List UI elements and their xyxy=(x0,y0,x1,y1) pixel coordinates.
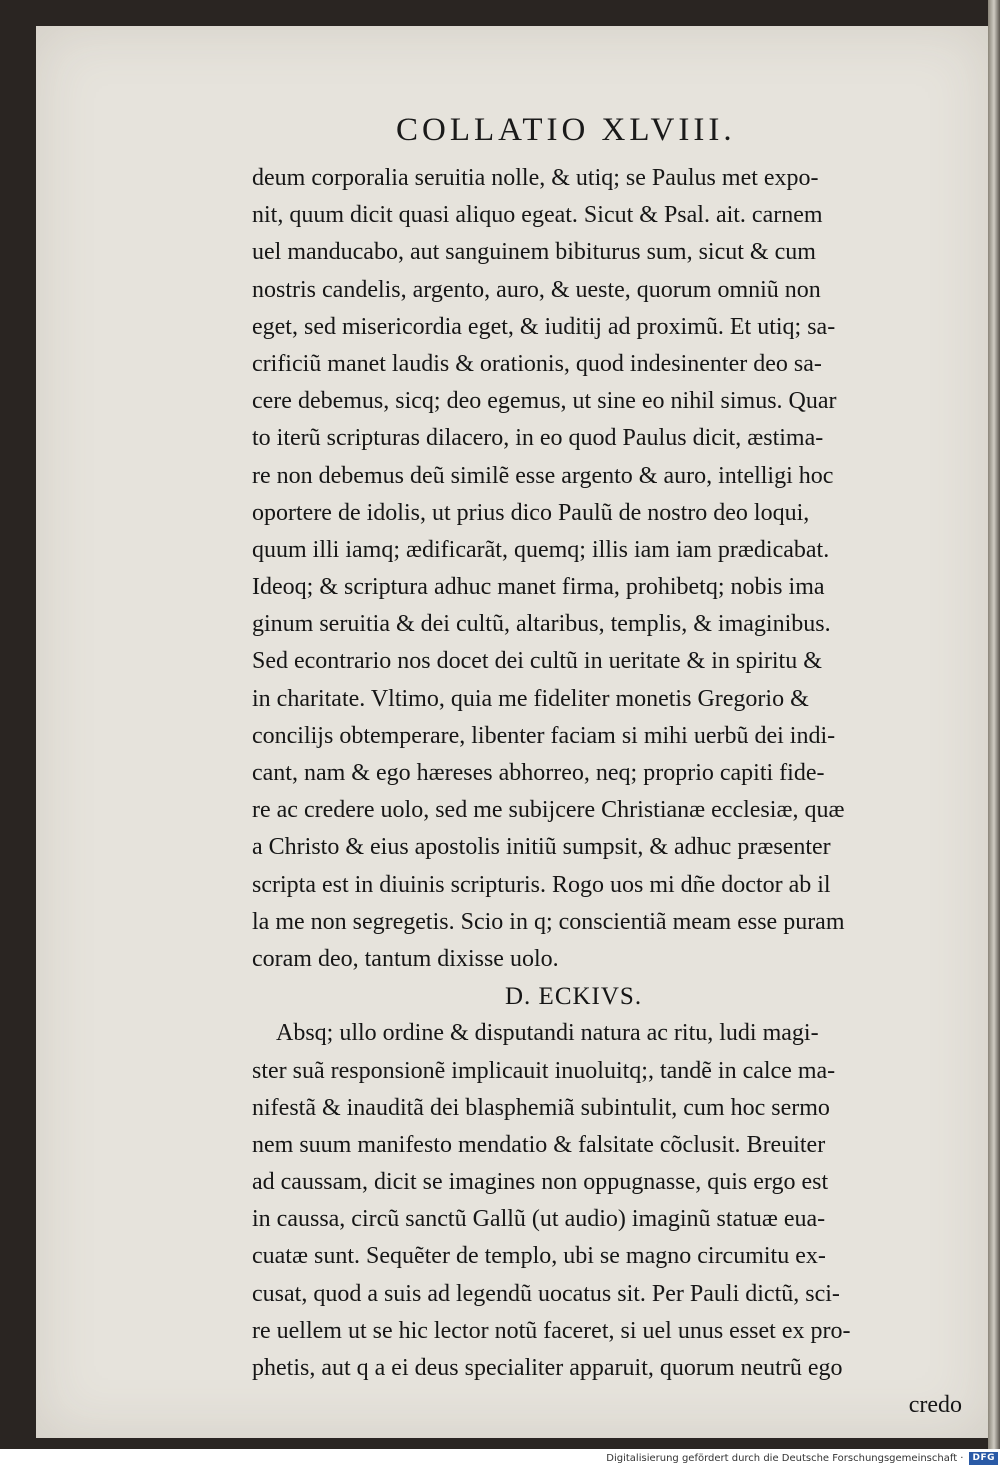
text-line: in charitate. Vltimo, quia me fideliter monetis Gregorio & xyxy=(252,685,809,712)
text-line: nifestã & inauditã dei blasphemiã subintulit, cum hoc sermo xyxy=(252,1094,830,1121)
text-line: eget, sed misericordia eget, & iuditij ad proximũ. Et utiq; sa- xyxy=(252,313,836,340)
text-line: re non debemus deũ similẽ esse argento & auro, intelligi hoc xyxy=(252,462,834,489)
text-line: a Christo & eius apostolis initiũ sumpsit, & adhuc præsenter xyxy=(252,834,831,861)
section-heading: D. ECKIVS. xyxy=(505,983,643,1011)
dfg-logo: DFG xyxy=(969,1452,998,1465)
text-line: Absq; ullo ordine & disputandi natura ac ritu, ludi magi- xyxy=(276,1020,819,1047)
text-line: deum corporalia seruitia nolle, & utiq; se Paulus met expo- xyxy=(252,165,819,191)
page-edge xyxy=(988,0,1000,1449)
text-line: ginum seruitia & dei cultũ, altaribus, templis, & imaginibus. xyxy=(252,611,831,638)
text-line: phetis, aut q a ei deus specialiter apparuit, quorum neutrũ ego xyxy=(252,1355,843,1381)
text-line: Sed econtrario nos docet dei cultũ in ueritate & in spiritu & xyxy=(252,648,822,675)
footer-bar xyxy=(0,1449,1000,1469)
text-line: re uellem ut se hic lector notũ faceret, si uel unus esset ex pro- xyxy=(252,1317,851,1344)
running-head: COLLATIO XLVIII. xyxy=(396,112,736,148)
text-line: nostris candelis, argento, auro, & ueste, quorum omniũ non xyxy=(252,276,821,303)
text-line: nem suum manifesto mendatio & falsitate cõclusit. Breuiter xyxy=(252,1131,826,1158)
text-line: coram deo, tantum dixisse uolo. xyxy=(252,945,559,972)
paragraph-top xyxy=(252,160,968,978)
text-line: quum illi iamq; ædificarãt, quemq; illis iam iam prædicabat. xyxy=(252,536,830,563)
text-line: nit, quum dicit quasi aliquo egeat. Sicut & Psal. ait. carnem xyxy=(252,202,823,229)
text-line: to iterũ scripturas dilacero, in eo quod Paulus dicit, æstima- xyxy=(252,425,824,452)
text-line: crificiũ manet laudis & orationis, quod indesinenter deo sa- xyxy=(252,350,822,377)
catchword: credo xyxy=(908,1392,962,1419)
text-line: ster suã responsionẽ implicauit inuoluitq;, tandẽ in calce ma- xyxy=(252,1057,836,1084)
text-line: uel manducabo, aut sanguinem bibiturus sum, sicut & cum xyxy=(252,239,816,266)
text-line: concilijs obtemperare, libenter faciam si mihi uerbũ dei indi- xyxy=(252,722,836,749)
paragraph-bottom xyxy=(252,1015,968,1387)
text-line: la me non segregetis. Scio in q; conscientiã meam esse puram xyxy=(252,908,845,935)
text-line: re ac credere uolo, sed me subijcere Christianæ ecclesiæ, quæ xyxy=(252,797,845,824)
text-line: cere debemus, sicq; deo egemus, ut sine eo nihil simus. Quar xyxy=(252,388,837,415)
funding-notice: Digitalisierung gefördert durch die Deutsche Forschungsgemeinschaft · xyxy=(606,1453,964,1464)
text-line: cant, nam & ego hæreses abhorreo, neq; proprio capiti fide- xyxy=(252,760,825,786)
text-line: oportere de idolis, ut prius dico Paulũ de nostro deo loqui, xyxy=(252,499,810,526)
text-line: Ideoq; & scriptura adhuc manet firma, prohibetq; nobis ima xyxy=(252,574,825,601)
text-line: ad caussam, dicit se imagines non oppugnasse, quis ergo est xyxy=(252,1169,829,1196)
text-line: in caussa, circũ sanctũ Gallũ (ut audio) imaginũ statuæ eua- xyxy=(252,1206,826,1233)
text-line: cusat, quod a suis ad legendũ uocatus sit. Per Pauli dictũ, sci- xyxy=(252,1280,840,1307)
text-line: cuatæ sunt. Sequẽter de templo, ubi se magno circumitu ex- xyxy=(252,1243,826,1270)
body-text xyxy=(252,160,968,1424)
text-line: scripta est in diuinis scripturis. Rogo uos mi dñe doctor ab il xyxy=(252,871,831,898)
